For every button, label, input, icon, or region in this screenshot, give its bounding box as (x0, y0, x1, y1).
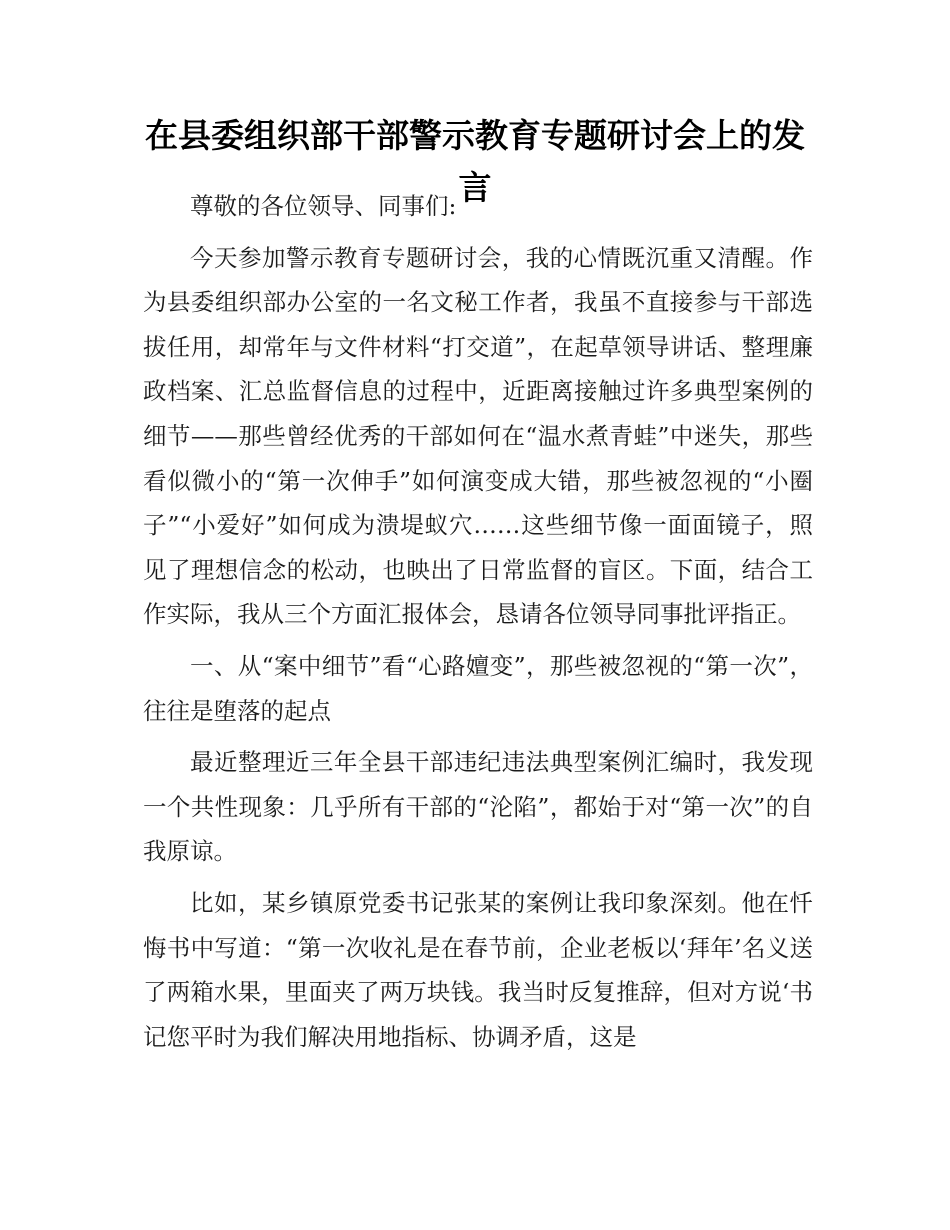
paragraph-case-example: 比如，某乡镇原党委书记张某的案例让我印象深刻。他在忏悔书中写道：“第一次收礼是在春节前，企业老板以‘拜年’名义送了两箱水果，里面夹了两万块钱。我当时反复推辞，但对方说‘书记您平时为我们解决用地指标、协调矛盾，这是 (143, 888, 813, 1051)
salutation: 尊敬的各位领导、同事们: (190, 192, 457, 220)
document-title: 在县委组织部干部警示教育专题研讨会上的发言 (145, 116, 805, 207)
section-heading-1: 一、从“案中细节”看“心路嬗变”，那些被忽视的“第一次”，往往是堕落的起点 (143, 651, 813, 725)
paragraph-observation: 最近整理近三年全县干部违纪违法典型案例汇编时，我发现一个共性现象：几乎所有干部的“沦陷”，都始于对“第一次”的自我原谅。 (143, 748, 813, 866)
paragraph-intro: 今天参加警示教育专题研讨会，我的心情既沉重又清醒。作为县委组织部办公室的一名文秘工作者，我虽不直接参与干部选拔任用，却常年与文件材料“打交道”，在起草领导讲话、整理廉政档案、汇总监督信息的过程中，近距离接触过许多典型案例的细节——那些曾经优秀的干部如何在“温水煮青蛙”中迷失，那些看似微小的“第一次伸手”如何演变成大错，那些被忽视的“小圈子”“小爱好”如何成为溃堤蚁穴……这些细节像一面面镜子，照见了理想信念的松动，也映出了日常监督的盲区。下面，结合工作实际，我从三个方面汇报体会，恳请各位领导同事批评指正。 (143, 243, 813, 629)
document-body (143, 184, 813, 1066)
